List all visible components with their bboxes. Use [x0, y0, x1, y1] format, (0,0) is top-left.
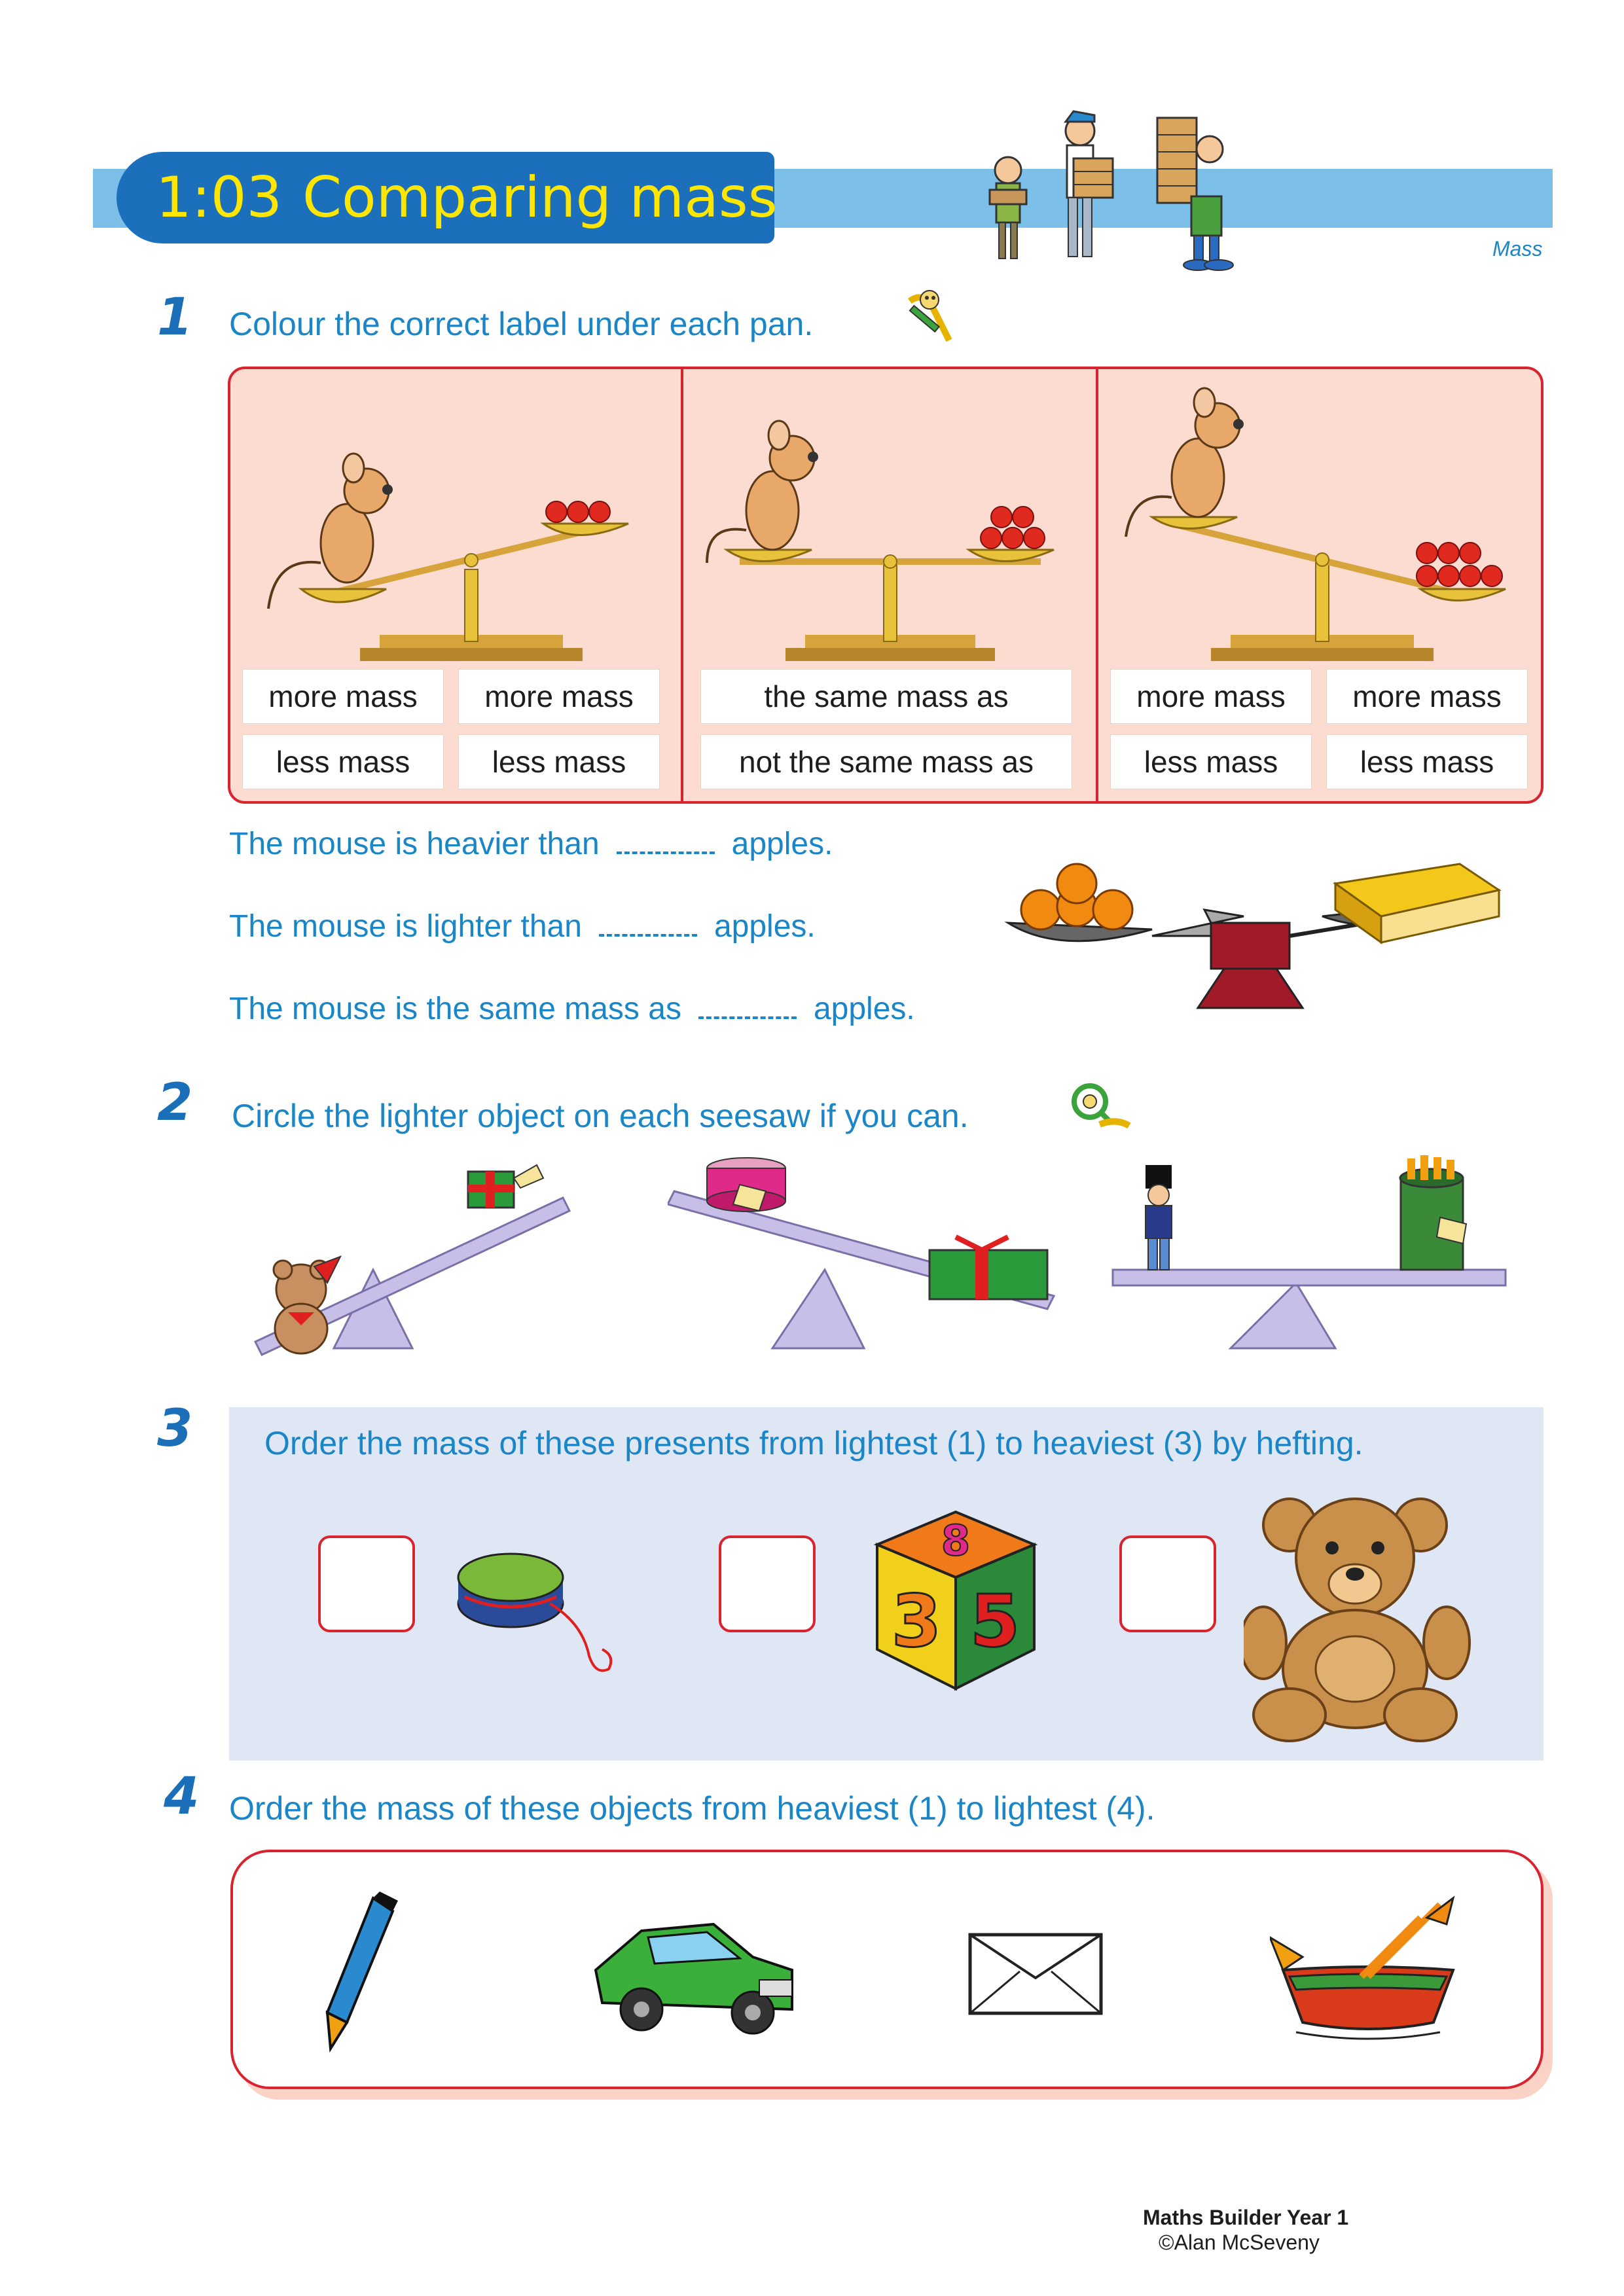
question-4-instruction: Order the mass of these objects from heaviest (1) to lightest (4).	[229, 1790, 1155, 1827]
block-digit-top: 8	[941, 1517, 971, 1566]
question-3-number: 3	[157, 1399, 193, 1458]
answer-box-block[interactable]	[719, 1535, 816, 1632]
yoyo-image	[452, 1545, 622, 1689]
label-panel1-right-less[interactable]: less mass	[458, 734, 660, 789]
block-digit-right: 5	[969, 1579, 1020, 1663]
label-panel1-right-more[interactable]: more mass	[458, 669, 660, 724]
sentence-heavier-blank[interactable]	[617, 838, 715, 854]
balance-scale-mouse-lighter	[1113, 386, 1532, 668]
sentence-lighter	[229, 908, 816, 944]
question-2-instruction: Circle the lighter object on each seesaw if you can.	[232, 1098, 969, 1134]
topic-label: Mass	[1492, 237, 1543, 260]
worm-magnifier-icon	[1067, 1079, 1132, 1131]
question-3-instruction: Order the mass of these presents from lightest (1) to heaviest (3) by hefting.	[264, 1425, 1363, 1462]
seesaw-bear-present	[242, 1152, 583, 1374]
teddy-bear-image	[1244, 1486, 1473, 1748]
sentence-lighter-text: The mouse is lighter than	[229, 909, 582, 944]
page-title: Comparing mass	[302, 165, 778, 230]
question-2-number: 2	[157, 1073, 193, 1132]
label-panel1-left-more[interactable]: more mass	[242, 669, 444, 724]
panel-divider-1	[681, 368, 683, 802]
toy-car-image	[583, 1898, 805, 2049]
sentence-lighter-blank[interactable]	[599, 921, 697, 937]
sentence-heavier	[229, 826, 833, 862]
label-panel3-left-less[interactable]: less mass	[1110, 734, 1312, 789]
oranges-book-balance	[1001, 851, 1525, 1014]
sentence-same-text: The mouse is the same mass as	[229, 992, 681, 1026]
sentence-same-end: apples.	[813, 992, 915, 1026]
lesson-number: 1:03	[156, 165, 283, 230]
balance-scale-mouse-heavier	[249, 393, 668, 668]
question-1-number: 1	[157, 288, 193, 347]
question-4-number: 4	[164, 1767, 200, 1826]
label-panel3-right-less[interactable]: less mass	[1326, 734, 1528, 789]
footer-book-title: Maths Builder Year 1	[1143, 2206, 1349, 2229]
number-block-image	[864, 1499, 1041, 1695]
sentence-lighter-end: apples.	[713, 909, 816, 944]
header-cartoon-children	[975, 98, 1250, 275]
footer-copyright: ©Alan McSeveny	[1159, 2231, 1320, 2254]
sentence-same	[229, 991, 915, 1027]
label-panel1-left-less[interactable]: less mass	[242, 734, 444, 789]
seesaw-cake-present	[668, 1152, 1074, 1374]
label-panel2-same[interactable]: the same mass as	[700, 669, 1072, 724]
pencil-worm-icon	[903, 288, 956, 347]
balance-scale-mouse-equal	[694, 393, 1087, 668]
label-panel3-left-more[interactable]: more mass	[1110, 669, 1312, 724]
boat-image	[1270, 1892, 1466, 2049]
sentence-same-blank[interactable]	[698, 1003, 797, 1019]
label-panel3-right-more[interactable]: more mass	[1326, 669, 1528, 724]
seesaw-soldier-jar	[1100, 1152, 1519, 1374]
label-panel2-not-same[interactable]: not the same mass as	[700, 734, 1072, 789]
answer-box-yoyo[interactable]	[318, 1535, 415, 1632]
block-digit-left: 3	[891, 1579, 942, 1663]
panel-divider-2	[1096, 368, 1098, 802]
sentence-heavier-text: The mouse is heavier than	[229, 827, 600, 861]
envelope-image	[967, 1932, 1105, 2017]
pen-image	[314, 1892, 406, 2055]
question-1-instruction: Colour the correct label under each pan.	[229, 306, 814, 342]
answer-box-teddy[interactable]	[1119, 1535, 1216, 1632]
sentence-heavier-end: apples.	[731, 827, 833, 861]
